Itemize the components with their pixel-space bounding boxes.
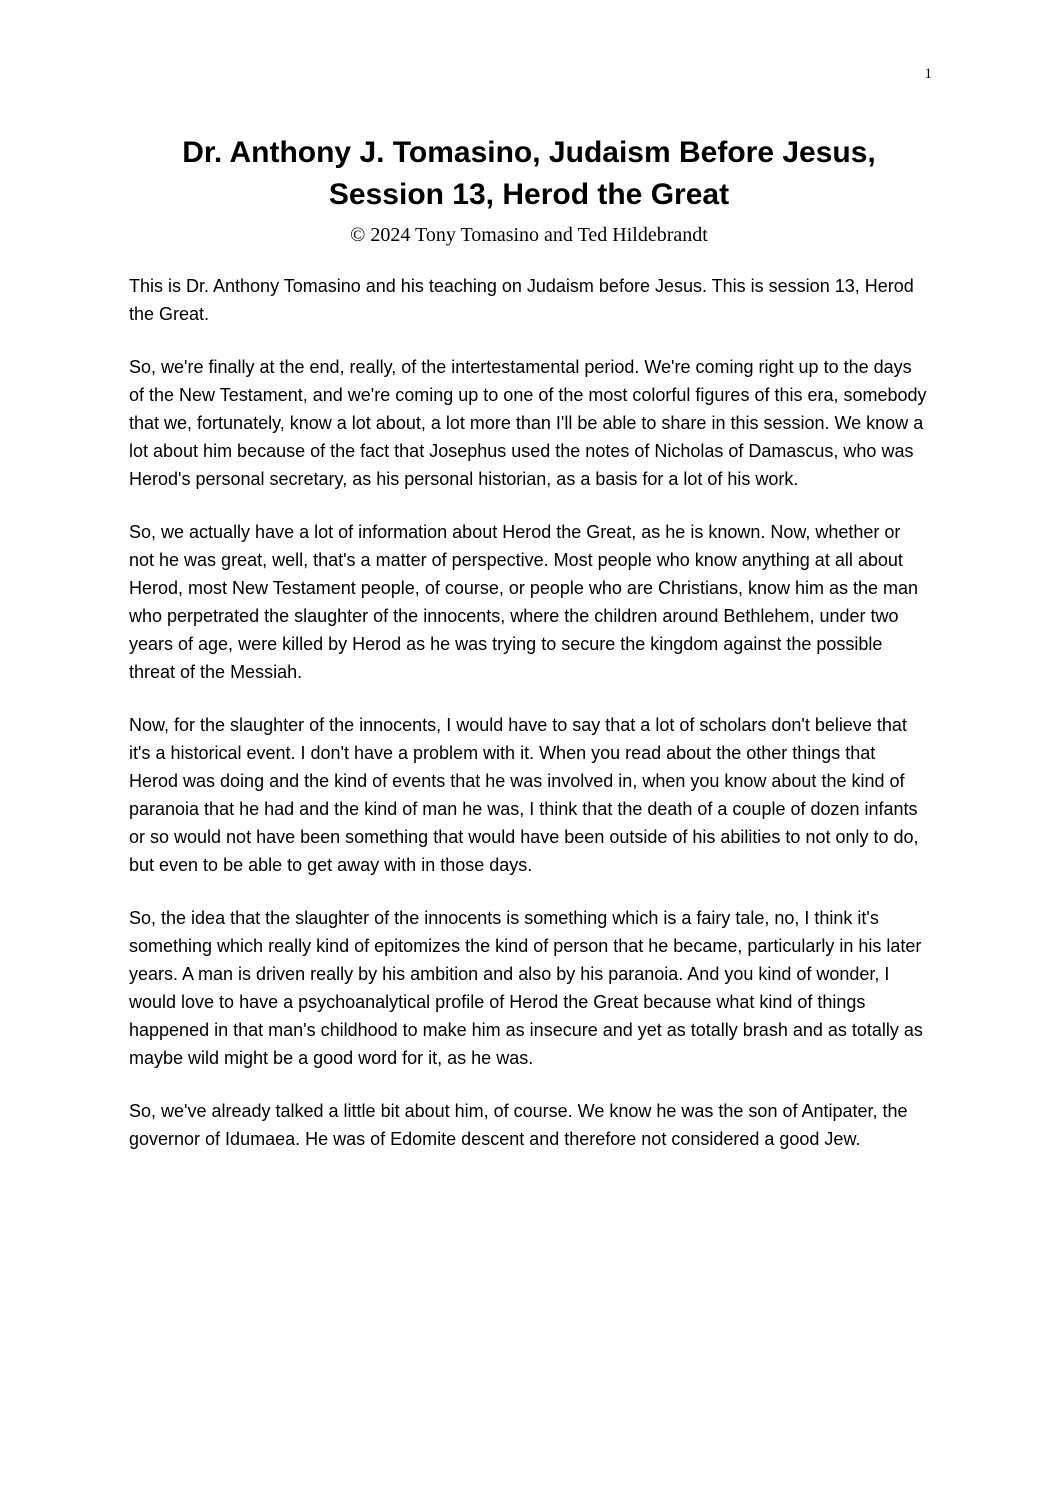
paragraph: Now, for the slaughter of the innocents, I would have to say that a lot of scholars don't believe that it's a historical event. I don't have a problem with it. When you read about the other things that Herod was doing and the kind of events that he was involved in, when you know about the kind of paranoia that he had and the kind of man he was, I think that the death of a couple of dozen infants or so would not have been something that would have been outside of his abilities to not only to do, but even to be able to get away with in those days.	[129, 715, 919, 875]
copyright-line: © 2024 Tony Tomasino and Ted Hildebrandt	[350, 224, 708, 246]
title-line-1: Dr. Anthony J. Tomasino, Judaism Before Jesus,	[182, 136, 876, 169]
paragraph: So, we've already talked a little bit about him, of course. We know he was the son of Antipater, the governor of Idumaea. He was of Edomite descent and therefore not considered a good Jew.	[129, 1101, 908, 1149]
paragraph: This is Dr. Anthony Tomasino and his teaching on Judaism before Jesus. This is session 13, Herod the Great.	[129, 276, 914, 324]
title-line-2: Session 13, Herod the Great	[328, 178, 730, 211]
document-title	[130, 132, 928, 216]
paragraph: So, the idea that the slaughter of the innocents is something which is a fairy tale, no, I think it's something which really kind of epitomizes the kind of person that he became, particularly in his later years. A man is driven really by his ambition and also by his paranoia. And you kind of wonder, I would love to have a psychoanalytical profile of Herod the Great because what kind of things happened in that man's childhood to make him as insecure and yet as totally brash and as totally as maybe wild might be a good word for it, as he was.	[129, 908, 923, 1068]
paragraph: So, we actually have a lot of information about Herod the Great, as he is known. Now, whether or not he was great, well, that's a matter of perspective. Most people who know anything at all about Herod, most New Testament people, of course, or people who are Christians, know him as the man who perpetrated the slaughter of the innocents, where the children around Bethlehem, under two years of age, were killed by Herod as he was trying to secure the kingdom against the possible threat of the Messiah.	[129, 522, 919, 682]
paragraph: So, we're finally at the end, really, of the intertestamental period. We're coming right up to the days of the New Testament, and we're coming up to one of the most colorful figures of this era, somebody that we, fortunately, know a lot about, a lot more than I'll be able to share in this session. We know a lot about him because of the fact that Josephus used the notes of Nicholas of Damascus, who was Herod's personal secretary, as his personal historian, as a basis for a lot of his work.	[129, 357, 927, 489]
page-number: 1	[924, 66, 932, 82]
transcript-body	[129, 272, 929, 1178]
